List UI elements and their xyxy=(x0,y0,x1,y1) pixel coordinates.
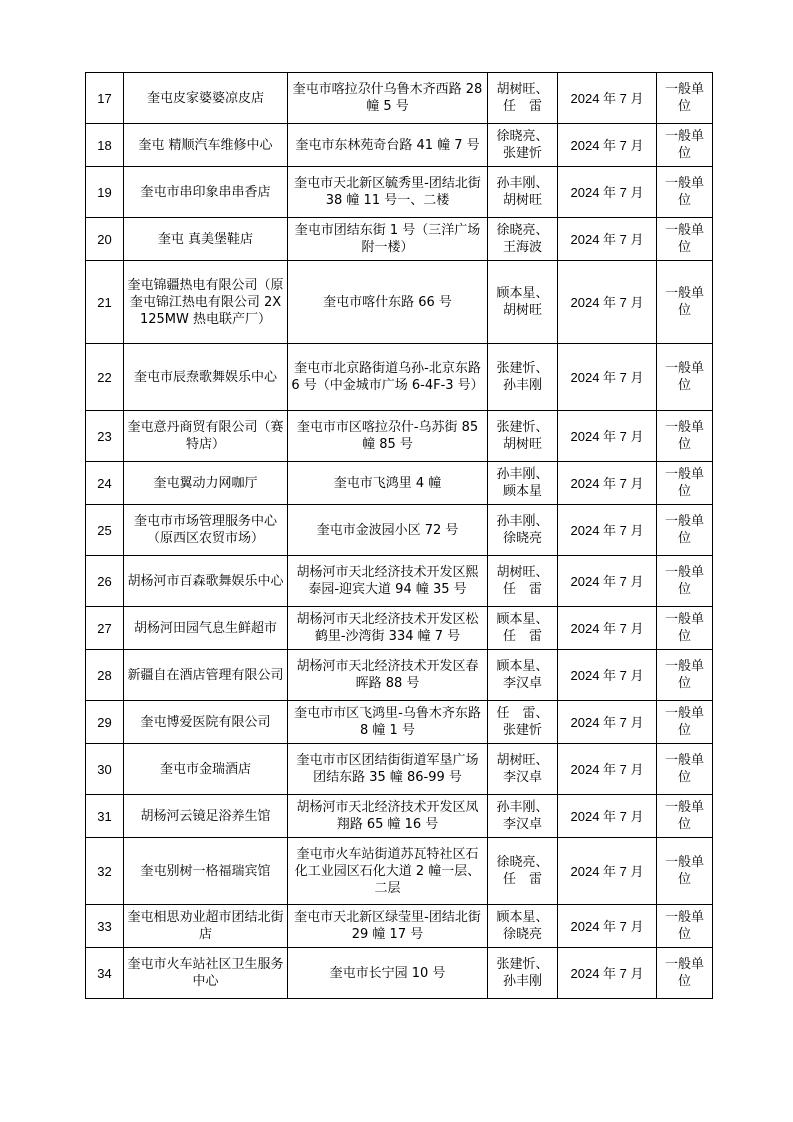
inspectors xyxy=(488,701,558,744)
unit-address: 奎屯市天北新区绿莹里-团结北街 29 幢 17 号 xyxy=(288,905,488,948)
inspectors xyxy=(488,556,558,607)
unit-name: 奎屯博爱医院有限公司 xyxy=(124,701,288,744)
inspector-name: 顾本星、 xyxy=(496,659,549,674)
table-row xyxy=(86,462,713,505)
inspection-date: 2024 年 7 月 xyxy=(558,795,657,838)
inspector-name: 徐晓亮 xyxy=(502,531,542,546)
inspection-date: 2024 年 7 月 xyxy=(558,948,657,999)
document-page xyxy=(85,72,712,999)
unit-name: 奎屯锦疆热电有限公司（原奎屯锦江热电有限公司 2X125MW 热电联产厂） xyxy=(124,261,288,344)
unit-address: 奎屯市长宁园 10 号 xyxy=(288,948,488,999)
row-number: 19 xyxy=(86,167,124,218)
inspector-name: 孙丰刚、 xyxy=(496,467,549,482)
inspector-name: 任 雷 xyxy=(502,872,542,887)
row-number: 34 xyxy=(86,948,124,999)
table-row xyxy=(86,905,713,948)
unit-address: 胡杨河市天北经济技术开发区熙泰园-迎宾大道 94 幢 35 号 xyxy=(288,556,488,607)
inspection-date: 2024 年 7 月 xyxy=(558,462,657,505)
unit-type: 一般单位 xyxy=(657,505,713,556)
inspection-date: 2024 年 7 月 xyxy=(558,905,657,948)
inspectors xyxy=(488,462,558,505)
inspection-date: 2024 年 7 月 xyxy=(558,650,657,701)
table-row xyxy=(86,261,713,344)
inspectors xyxy=(488,344,558,411)
unit-address: 胡杨河市天北经济技术开发区松鹤里-沙湾街 334 幢 7 号 xyxy=(288,607,488,650)
inspectors xyxy=(488,167,558,218)
table-row xyxy=(86,73,713,124)
inspector-name: 徐晓亮、 xyxy=(496,223,549,238)
inspector-name: 胡树旺 xyxy=(502,303,542,318)
row-number: 28 xyxy=(86,650,124,701)
inspector-name: 顾本星、 xyxy=(496,612,549,627)
unit-type: 一般单位 xyxy=(657,167,713,218)
unit-name: 新疆自在酒店管理有限公司 xyxy=(124,650,288,701)
table-row xyxy=(86,167,713,218)
unit-address: 奎屯市喀拉尕什乌鲁木齐西路 28 幢 5 号 xyxy=(288,73,488,124)
inspectors xyxy=(488,795,558,838)
unit-address: 奎屯市东林苑奇台路 41 幢 7 号 xyxy=(288,124,488,167)
inspector-name: 徐晓亮、 xyxy=(496,855,549,870)
inspection-date: 2024 年 7 月 xyxy=(558,607,657,650)
unit-name: 奎屯市火车站社区卫生服务中心 xyxy=(124,948,288,999)
inspection-date: 2024 年 7 月 xyxy=(558,344,657,411)
unit-type: 一般单位 xyxy=(657,650,713,701)
inspector-name: 顾本星、 xyxy=(496,910,549,925)
inspector-name: 王海波 xyxy=(502,240,542,255)
inspectors xyxy=(488,411,558,462)
unit-type: 一般单位 xyxy=(657,607,713,650)
row-number: 31 xyxy=(86,795,124,838)
row-number: 32 xyxy=(86,838,124,905)
inspection-date: 2024 年 7 月 xyxy=(558,411,657,462)
inspector-name: 孙丰刚、 xyxy=(496,800,549,815)
unit-address: 奎屯市喀什东路 66 号 xyxy=(288,261,488,344)
inspector-name: 张建忻、 xyxy=(496,957,549,972)
unit-type: 一般单位 xyxy=(657,556,713,607)
row-number: 30 xyxy=(86,744,124,795)
unit-address: 奎屯市团结东街 1 号（三洋广场附一楼） xyxy=(288,218,488,261)
unit-type: 一般单位 xyxy=(657,344,713,411)
unit-name: 奎屯皮家婆婆凉皮店 xyxy=(124,73,288,124)
unit-name: 胡杨河云镜足浴养生馆 xyxy=(124,795,288,838)
inspection-date: 2024 年 7 月 xyxy=(558,556,657,607)
inspection-date: 2024 年 7 月 xyxy=(558,505,657,556)
inspector-name: 李汉卓 xyxy=(502,817,542,832)
unit-name: 奎屯意丹商贸有限公司（赛特店） xyxy=(124,411,288,462)
inspectors xyxy=(488,218,558,261)
unit-name: 胡杨河田园气息生鲜超市 xyxy=(124,607,288,650)
row-number: 21 xyxy=(86,261,124,344)
unit-name: 奎屯相思劝业超市团结北街店 xyxy=(124,905,288,948)
inspectors xyxy=(488,948,558,999)
unit-name: 胡杨河市百森歌舞娱乐中心 xyxy=(124,556,288,607)
inspectors xyxy=(488,650,558,701)
inspector-name: 任 雷 xyxy=(502,629,542,644)
row-number: 20 xyxy=(86,218,124,261)
unit-type: 一般单位 xyxy=(657,948,713,999)
row-number: 18 xyxy=(86,124,124,167)
row-number: 27 xyxy=(86,607,124,650)
inspection-table xyxy=(85,72,713,999)
inspector-name: 胡树旺、 xyxy=(496,753,549,768)
unit-address: 胡杨河市天北经济技术开发区春晖路 88 号 xyxy=(288,650,488,701)
unit-type: 一般单位 xyxy=(657,261,713,344)
inspector-name: 顾本星、 xyxy=(496,286,549,301)
inspector-name: 张建忻 xyxy=(502,723,542,738)
unit-type: 一般单位 xyxy=(657,744,713,795)
unit-address: 奎屯市市区飞鸿里-乌鲁木齐东路 8 幢 1 号 xyxy=(288,701,488,744)
unit-name: 奎屯翼动力网咖厅 xyxy=(124,462,288,505)
table-row xyxy=(86,701,713,744)
table-row xyxy=(86,556,713,607)
inspection-date: 2024 年 7 月 xyxy=(558,167,657,218)
unit-name: 奎屯市金瑞酒店 xyxy=(124,744,288,795)
unit-type: 一般单位 xyxy=(657,73,713,124)
inspection-date: 2024 年 7 月 xyxy=(558,744,657,795)
inspector-name: 任 雷、 xyxy=(496,706,549,721)
unit-name: 奎屯 真美堡鞋店 xyxy=(124,218,288,261)
table-row xyxy=(86,744,713,795)
inspection-date: 2024 年 7 月 xyxy=(558,73,657,124)
inspectors xyxy=(488,607,558,650)
unit-address: 奎屯市飞鸿里 4 幢 xyxy=(288,462,488,505)
row-number: 17 xyxy=(86,73,124,124)
unit-address: 奎屯市金波园小区 72 号 xyxy=(288,505,488,556)
unit-address: 胡杨河市天北经济技术开发区凤翔路 65 幢 16 号 xyxy=(288,795,488,838)
unit-type: 一般单位 xyxy=(657,411,713,462)
inspectors xyxy=(488,744,558,795)
inspection-date: 2024 年 7 月 xyxy=(558,701,657,744)
inspector-name: 胡树旺 xyxy=(502,193,542,208)
inspectors xyxy=(488,261,558,344)
inspection-date: 2024 年 7 月 xyxy=(558,838,657,905)
unit-type: 一般单位 xyxy=(657,838,713,905)
unit-type: 一般单位 xyxy=(657,905,713,948)
inspector-name: 张建忻、 xyxy=(496,361,549,376)
table-row xyxy=(86,795,713,838)
unit-type: 一般单位 xyxy=(657,462,713,505)
inspectors xyxy=(488,124,558,167)
inspection-date: 2024 年 7 月 xyxy=(558,261,657,344)
unit-type: 一般单位 xyxy=(657,701,713,744)
table-row xyxy=(86,411,713,462)
unit-address: 奎屯市北京路街道乌孙-北京东路 6 号（中金城市广场 6-4F-3 号） xyxy=(288,344,488,411)
inspector-name: 胡树旺、 xyxy=(496,82,549,97)
unit-name: 奎屯市串印象串串香店 xyxy=(124,167,288,218)
unit-address: 奎屯市火车站街道苏瓦特社区石化工业园区石化大道 2 幢一层、二层 xyxy=(288,838,488,905)
inspector-name: 顾本星 xyxy=(502,484,542,499)
inspector-name: 徐晓亮、 xyxy=(496,129,549,144)
table-body xyxy=(86,73,713,999)
table-row xyxy=(86,218,713,261)
unit-name: 奎屯市市场管理服务中心（原西区农贸市场） xyxy=(124,505,288,556)
inspector-name: 胡树旺、 xyxy=(496,565,549,580)
row-number: 25 xyxy=(86,505,124,556)
inspector-name: 任 雷 xyxy=(502,99,542,114)
inspector-name: 徐晓亮 xyxy=(502,927,542,942)
table-row xyxy=(86,948,713,999)
inspector-name: 胡树旺 xyxy=(502,437,542,452)
inspector-name: 张建忻、 xyxy=(496,420,549,435)
inspector-name: 孙丰刚、 xyxy=(496,176,549,191)
inspector-name: 李汉卓 xyxy=(502,676,542,691)
table-row xyxy=(86,838,713,905)
inspector-name: 任 雷 xyxy=(502,582,542,597)
unit-name: 奎屯 精顺汽车维修中心 xyxy=(124,124,288,167)
inspection-date: 2024 年 7 月 xyxy=(558,218,657,261)
unit-address: 奎屯市天北新区毓秀里-团结北街 38 幢 11 号一、二楼 xyxy=(288,167,488,218)
unit-type: 一般单位 xyxy=(657,124,713,167)
inspector-name: 孙丰刚、 xyxy=(496,514,549,529)
unit-type: 一般单位 xyxy=(657,218,713,261)
inspector-name: 孙丰刚 xyxy=(502,974,542,989)
row-number: 24 xyxy=(86,462,124,505)
inspectors xyxy=(488,905,558,948)
inspectors xyxy=(488,73,558,124)
inspectors xyxy=(488,505,558,556)
inspectors xyxy=(488,838,558,905)
row-number: 23 xyxy=(86,411,124,462)
unit-address: 奎屯市市区团结街街道军垦广场团结东路 35 幢 86-99 号 xyxy=(288,744,488,795)
table-row xyxy=(86,124,713,167)
inspector-name: 张建忻 xyxy=(502,146,542,161)
row-number: 26 xyxy=(86,556,124,607)
inspector-name: 孙丰刚 xyxy=(502,378,542,393)
unit-name: 奎屯市辰焘歌舞娱乐中心 xyxy=(124,344,288,411)
row-number: 33 xyxy=(86,905,124,948)
unit-name: 奎屯别树一格福瑞宾馆 xyxy=(124,838,288,905)
inspector-name: 李汉卓 xyxy=(502,770,542,785)
unit-type: 一般单位 xyxy=(657,795,713,838)
inspection-date: 2024 年 7 月 xyxy=(558,124,657,167)
table-row xyxy=(86,505,713,556)
row-number: 22 xyxy=(86,344,124,411)
unit-address: 奎屯市市区喀拉尕什-乌苏街 85 幢 85 号 xyxy=(288,411,488,462)
table-row xyxy=(86,344,713,411)
table-row xyxy=(86,607,713,650)
row-number: 29 xyxy=(86,701,124,744)
table-row xyxy=(86,650,713,701)
